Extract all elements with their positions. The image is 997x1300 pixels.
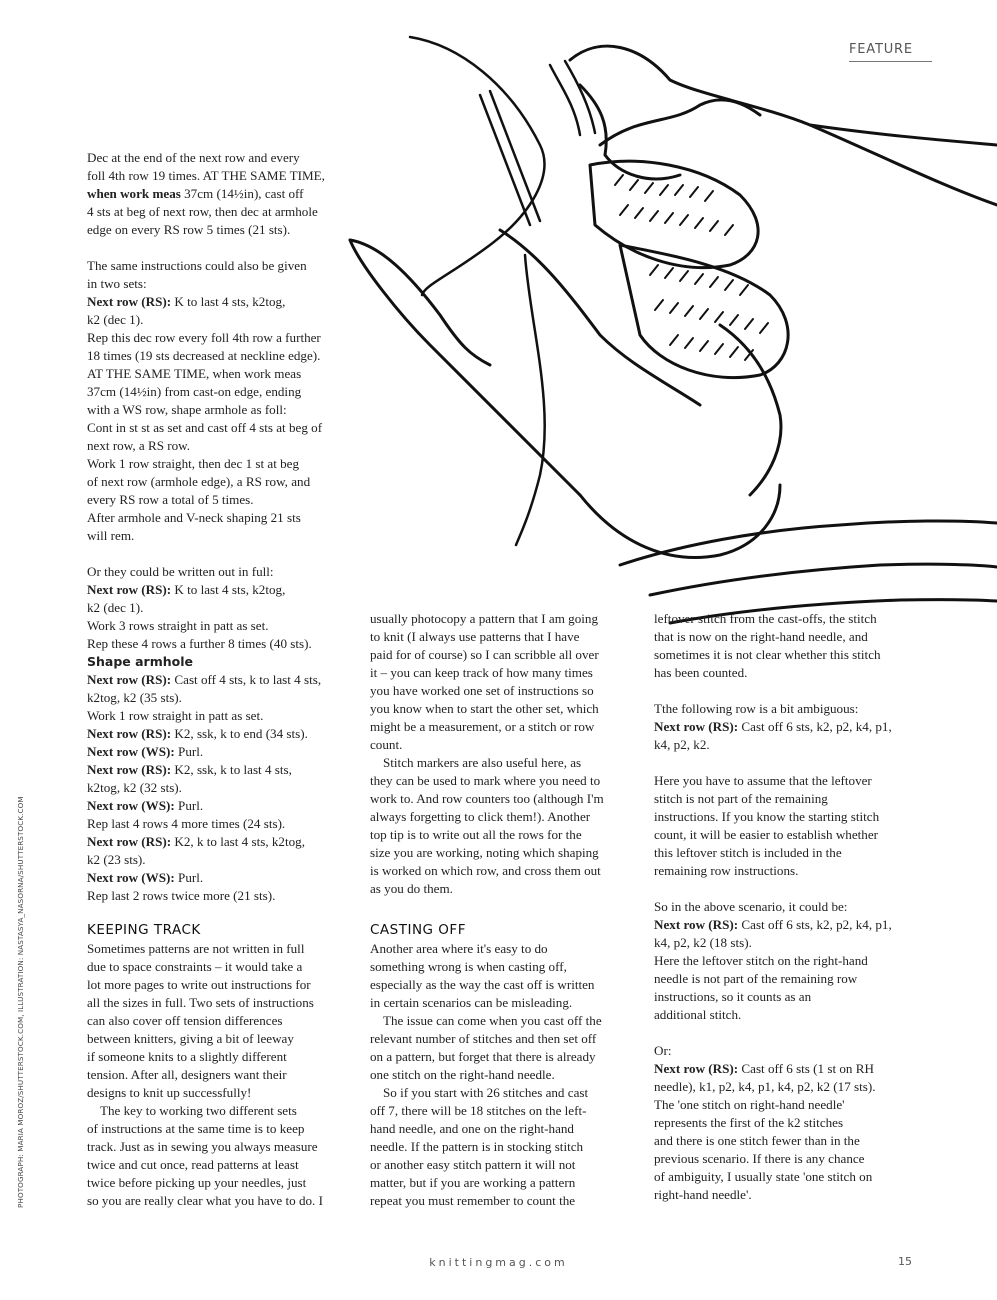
- text-line: [87, 635, 349, 653]
- instruction-label: Next row (RS):: [87, 726, 172, 741]
- line-text: is worked on which row, and cross them out: [370, 863, 601, 878]
- text-line: [370, 844, 632, 862]
- line-text: Cast off 4 sts, k to last 4 sts,: [171, 672, 322, 687]
- line-text: k4, p2, k2.: [654, 737, 710, 752]
- line-text: The 'one stitch on right-hand needle': [654, 1097, 845, 1112]
- text-line: [654, 1150, 916, 1168]
- text-line: [370, 1066, 632, 1084]
- text-line: [654, 718, 916, 736]
- line-text: K to last 4 sts, k2tog,: [171, 582, 286, 597]
- section-heading-casting-off: CASTING OFF: [370, 922, 466, 938]
- line-text: Cast off 6 sts, k2, p2, k4, p1,: [738, 719, 892, 734]
- line-text: Or they could be written out in full:: [87, 564, 274, 579]
- line-text: between knitters, giving a bit of leeway: [87, 1031, 294, 1046]
- text-line: [370, 1192, 632, 1210]
- line-text: and there is one stitch fewer than in the: [654, 1133, 860, 1148]
- line-text: Cont in st st as set and cast off 4 sts at beg of: [87, 420, 323, 435]
- line-text: tension. After all, designers want their: [87, 1067, 287, 1082]
- line-text: Stitch markers are also useful here, as: [383, 755, 582, 770]
- line-text: Dec at the end of the next row and every: [87, 150, 300, 165]
- instruction-label: Next row (RS):: [654, 917, 739, 932]
- line-text: Purl.: [174, 870, 204, 885]
- text-line: [654, 898, 916, 916]
- text-line: [87, 869, 349, 887]
- text-line: [87, 599, 349, 617]
- page-number: 15: [898, 1255, 912, 1268]
- line-text: Cast off 6 sts (1 st on RH: [738, 1061, 874, 1076]
- text-line: [370, 1102, 632, 1120]
- text-line: [654, 808, 916, 826]
- text-line: [87, 203, 349, 221]
- line-text: Rep last 2 rows twice more (21 sts).: [87, 888, 276, 903]
- instruction-label: Next row (WS):: [87, 870, 175, 885]
- line-text: hand needle, and one on the right-hand: [370, 1121, 574, 1136]
- text-line: [87, 1084, 349, 1102]
- casting-off-body: [370, 940, 632, 1210]
- line-text: So in the above scenario, it could be:: [654, 899, 848, 914]
- hands-knitting-illustration: [340, 25, 997, 625]
- left-column: [87, 149, 349, 905]
- section-heading-keeping-track: KEEPING TRACK: [87, 922, 201, 938]
- instruction-label: Next row (RS):: [654, 719, 739, 734]
- line-text: all the sizes in full. Two sets of instructions: [87, 995, 314, 1010]
- text-line: [87, 653, 349, 671]
- line-text: this leftover stitch is included in the: [654, 845, 842, 860]
- line-text: especially as the way the cast off is written: [370, 977, 595, 992]
- line-text: The issue can come when you cast off the: [383, 1013, 602, 1028]
- section-label: FEATURE: [849, 42, 932, 62]
- text-line: [87, 761, 349, 779]
- text-line: [654, 916, 916, 934]
- line-text: twice before picking up your needles, just: [87, 1175, 307, 1190]
- text-line: [87, 401, 349, 419]
- text-line: [654, 664, 916, 682]
- line-text: AT THE SAME TIME, when work meas: [87, 366, 302, 381]
- text-line: [654, 700, 916, 718]
- line-text: lot more pages to write out instructions for: [87, 977, 311, 992]
- line-text: Purl.: [174, 744, 204, 759]
- line-text: size you are working, noting which shaping: [370, 845, 599, 860]
- line-text: next row, a RS row.: [87, 438, 191, 453]
- line-text: every RS row a total of 5 times.: [87, 492, 254, 507]
- text-line: [654, 646, 916, 664]
- text-line: [370, 772, 632, 790]
- line-text: Rep last 4 rows 4 more times (24 sts).: [87, 816, 286, 831]
- line-text: After armhole and V-neck shaping 21 sts: [87, 510, 301, 525]
- line-text: right-hand needle'.: [654, 1187, 752, 1202]
- line-text: or another easy stitch pattern it will not: [370, 1157, 576, 1172]
- text-line: [87, 671, 349, 689]
- text-line: [87, 455, 349, 473]
- text-line: [87, 167, 349, 185]
- line-text: you have worked one set of instructions so: [370, 683, 594, 698]
- footer-url: knittingmag.com: [429, 1256, 568, 1269]
- line-text: Work 1 row straight, then dec 1 st at beg: [87, 456, 300, 471]
- line-text: foll 4th row 19 times. AT THE SAME TIME,: [87, 168, 325, 183]
- right-column: [654, 610, 916, 1204]
- text-line: [370, 976, 632, 994]
- instruction-label: Next row (RS):: [87, 762, 172, 777]
- text-line: [87, 725, 349, 743]
- line-text: instructions, so it counts as an: [654, 989, 812, 1004]
- middle-column: [370, 610, 632, 898]
- line-text: Rep these 4 rows a further 8 times (40 sts).: [87, 636, 312, 651]
- text-line: [87, 958, 349, 976]
- line-text: designs to knit up successfully!: [87, 1085, 252, 1100]
- line-text: 37cm (14½in) from cast-on edge, ending: [87, 384, 302, 399]
- line-text: if someone knits to a slightly different: [87, 1049, 287, 1064]
- text-line: [654, 844, 916, 862]
- text-line: [370, 1012, 632, 1030]
- text-line: [654, 610, 916, 628]
- text-line: [87, 563, 349, 581]
- line-text: Tthe following row is a bit ambiguous:: [654, 701, 859, 716]
- instruction-label: Next row (RS):: [654, 1061, 739, 1076]
- line-text: of instructions at the same time is to keep: [87, 1121, 305, 1136]
- text-line: [87, 1174, 349, 1192]
- line-text: represents the first of the k2 stitches: [654, 1115, 844, 1130]
- text-line: [87, 1012, 349, 1030]
- line-text: remaining row instructions.: [654, 863, 799, 878]
- line-text: k2tog, k2 (35 sts).: [87, 690, 182, 705]
- text-line: [370, 754, 632, 772]
- line-text: so you are really clear what you have to do. I: [87, 1193, 323, 1208]
- text-line: [87, 419, 349, 437]
- line-text: Another area where it's easy to do: [370, 941, 548, 956]
- text-line: [87, 329, 349, 347]
- text-line: [370, 1174, 632, 1192]
- line-text: top tip is to write out all the rows for the: [370, 827, 582, 842]
- line-text: K2, ssk, k to last 4 sts,: [171, 762, 292, 777]
- line-text: edge on every RS row 5 times (21 sts).: [87, 222, 291, 237]
- subheading: Shape armhole: [87, 654, 193, 669]
- text-line: [654, 1078, 916, 1096]
- line-text: 37cm (14½in), cast off: [180, 186, 304, 201]
- line-text: on a pattern, but forget that there is already: [370, 1049, 596, 1064]
- line-text: The same instructions could also be given: [87, 258, 307, 273]
- instruction-label: Next row (WS):: [87, 798, 175, 813]
- text-line: [87, 1102, 349, 1120]
- text-line: [370, 718, 632, 736]
- text-line: [87, 275, 349, 293]
- text-line: [370, 1120, 632, 1138]
- text-line: [87, 707, 349, 725]
- line-text: Here the leftover stitch on the right-hand: [654, 953, 868, 968]
- text-line: [654, 1114, 916, 1132]
- line-text: k2tog, k2 (32 sts).: [87, 780, 182, 795]
- line-text: K2, k to last 4 sts, k2tog,: [171, 834, 305, 849]
- line-text: twice and cut once, read patterns at least: [87, 1157, 299, 1172]
- line-text: previous scenario. If there is any chance: [654, 1151, 865, 1166]
- text-line: [87, 221, 349, 239]
- line-text: matter, but if you are working a pattern: [370, 1175, 576, 1190]
- line-text: to knit (I always use patterns that I have: [370, 629, 580, 644]
- line-text: k2 (23 sts).: [87, 852, 146, 867]
- instruction-label: Next row (RS):: [87, 672, 172, 687]
- text-line: [87, 940, 349, 958]
- line-text: count, it will be easier to establish whether: [654, 827, 878, 842]
- text-line: [87, 1030, 349, 1048]
- line-text: additional stitch.: [654, 1007, 742, 1022]
- text-line: [654, 1132, 916, 1150]
- instruction-label: Next row (RS):: [87, 834, 172, 849]
- text-line: [87, 149, 349, 167]
- text-line: [654, 1168, 916, 1186]
- paragraph-gap: [654, 1024, 916, 1042]
- line-text: k2 (dec 1).: [87, 600, 144, 615]
- line-text: k2 (dec 1).: [87, 312, 144, 327]
- text-line: [87, 994, 349, 1012]
- text-line: [654, 826, 916, 844]
- line-text: track. Just as in sewing you always measure: [87, 1139, 318, 1154]
- text-line: [370, 1084, 632, 1102]
- text-line: [654, 1096, 916, 1114]
- text-line: [370, 664, 632, 682]
- text-line: [87, 779, 349, 797]
- line-text: with a WS row, shape armhole as foll:: [87, 402, 287, 417]
- text-line: [370, 790, 632, 808]
- text-line: [370, 958, 632, 976]
- line-text: in certain scenarios can be misleading.: [370, 995, 573, 1010]
- text-line: [654, 1186, 916, 1204]
- text-line: [370, 1048, 632, 1066]
- text-line: [370, 1138, 632, 1156]
- line-text: of ambiguity, I usually state 'one stitch on: [654, 1169, 873, 1184]
- paragraph-gap: [87, 545, 349, 563]
- paragraph-gap: [87, 239, 349, 257]
- line-text: Or:: [654, 1043, 672, 1058]
- instruction-label: Next row (RS):: [87, 582, 172, 597]
- paragraph-gap: [654, 682, 916, 700]
- text-line: [87, 257, 349, 275]
- paragraph-gap: [654, 754, 916, 772]
- paragraph-gap: [654, 880, 916, 898]
- line-text: k4, p2, k2 (18 sts).: [654, 935, 752, 950]
- text-line: [87, 887, 349, 905]
- line-text: 18 times (19 sts decreased at neckline edge).: [87, 348, 321, 363]
- text-line: [370, 736, 632, 754]
- text-line: [87, 689, 349, 707]
- line-text: might be a measurement, or a stitch or row: [370, 719, 595, 734]
- text-line: [87, 437, 349, 455]
- text-line: [87, 509, 349, 527]
- text-line: [654, 1060, 916, 1078]
- text-line: [87, 743, 349, 761]
- line-text: as you do them.: [370, 881, 453, 896]
- text-line: [370, 826, 632, 844]
- text-line: [87, 1156, 349, 1174]
- line-text: count.: [370, 737, 403, 752]
- line-text: can also cover off tension differences: [87, 1013, 283, 1028]
- line-text: off 7, there will be 18 stitches on the left-: [370, 1103, 587, 1118]
- text-line: [87, 617, 349, 635]
- line-text: relevant number of stitches and then set off: [370, 1031, 597, 1046]
- text-line: [654, 772, 916, 790]
- text-line: [87, 1138, 349, 1156]
- text-line: [654, 736, 916, 754]
- line-text: Here you have to assume that the leftover: [654, 773, 872, 788]
- line-text: usually photocopy a pattern that I am going: [370, 611, 598, 626]
- line-text: K2, ssk, k to end (34 sts).: [171, 726, 308, 741]
- text-line: [370, 646, 632, 664]
- instruction-label: Next row (RS):: [87, 294, 172, 309]
- text-line: [87, 365, 349, 383]
- line-text: something wrong is when casting off,: [370, 959, 567, 974]
- line-text: repeat you must remember to count the: [370, 1193, 576, 1208]
- text-line: [87, 1048, 349, 1066]
- text-line: [87, 347, 349, 365]
- photo-credit: PHOTOGRAPH: MARIA MOROZ/SHUTTERSTOCK.COM, ILLUSTRATION: NASTASYA_NASORNA/SHUTTERSTOCK.COM: [16, 796, 25, 1208]
- text-line: [87, 797, 349, 815]
- text-line: [370, 610, 632, 628]
- line-text: they can be used to mark where you need to: [370, 773, 601, 788]
- line-text: always forgetting to click them!). Another: [370, 809, 591, 824]
- line-text: needle is not part of the remaining row: [654, 971, 858, 986]
- instruction-label: Next row (WS):: [87, 744, 175, 759]
- text-line: [654, 628, 916, 646]
- line-text: Work 3 rows straight in patt as set.: [87, 618, 269, 633]
- keeping-track-section: [87, 920, 349, 1210]
- line-text: paid for of course) so I can scribble all over: [370, 647, 599, 662]
- text-line: [87, 293, 349, 311]
- line-text: sometimes it is not clear whether this stitch: [654, 647, 881, 662]
- line-text: will rem.: [87, 528, 135, 543]
- text-line: [654, 970, 916, 988]
- line-text: leftover stitch from the cast-offs, the stitch: [654, 611, 877, 626]
- text-line: [370, 994, 632, 1012]
- text-line: [654, 1042, 916, 1060]
- line-text: in two sets:: [87, 276, 147, 291]
- line-text: So if you start with 26 stitches and cast: [383, 1085, 589, 1100]
- text-line: [87, 976, 349, 994]
- text-line: [87, 581, 349, 599]
- text-line: [87, 1120, 349, 1138]
- text-line: [370, 880, 632, 898]
- line-text: Rep this dec row every foll 4th row a further: [87, 330, 321, 345]
- line-text: that is now on the right-hand needle, and: [654, 629, 868, 644]
- text-line: [87, 383, 349, 401]
- instruction-label: when work meas: [87, 186, 181, 201]
- text-line: [87, 1066, 349, 1084]
- text-line: [87, 815, 349, 833]
- text-line: [87, 185, 349, 203]
- keeping-track-body: [87, 940, 349, 1210]
- line-text: stitch is not part of the remaining: [654, 791, 828, 806]
- line-text: you know when to start the other set, which: [370, 701, 599, 716]
- text-line: [370, 1156, 632, 1174]
- line-text: of next row (armhole edge), a RS row, and: [87, 474, 311, 489]
- text-line: [654, 988, 916, 1006]
- text-line: [654, 952, 916, 970]
- text-line: [370, 940, 632, 958]
- line-text: 4 sts at beg of next row, then dec at armhole: [87, 204, 318, 219]
- text-line: [370, 1030, 632, 1048]
- line-text: Sometimes patterns are not written in full: [87, 941, 305, 956]
- text-line: [87, 311, 349, 329]
- text-line: [370, 700, 632, 718]
- line-text: The key to working two different sets: [100, 1103, 297, 1118]
- line-text: Work 1 row straight in patt as set.: [87, 708, 264, 723]
- text-line: [370, 862, 632, 880]
- casting-off-section: [370, 920, 632, 1210]
- line-text: K to last 4 sts, k2tog,: [171, 294, 286, 309]
- text-line: [370, 808, 632, 826]
- text-line: [87, 491, 349, 509]
- text-line: [87, 473, 349, 491]
- text-line: [654, 790, 916, 808]
- line-text: needle. If the pattern is in stocking stitch: [370, 1139, 584, 1154]
- line-text: has been counted.: [654, 665, 748, 680]
- text-line: [654, 1006, 916, 1024]
- line-text: work to. And row counters too (although I'm: [370, 791, 604, 806]
- text-line: [87, 527, 349, 545]
- text-line: [654, 862, 916, 880]
- text-line: [370, 628, 632, 646]
- line-text: it – you can keep track of how many times: [370, 665, 593, 680]
- line-text: instructions. If you know the starting stitch: [654, 809, 880, 824]
- text-line: [87, 851, 349, 869]
- line-text: due to space constraints – it would take a: [87, 959, 303, 974]
- text-line: [87, 833, 349, 851]
- text-line: [370, 682, 632, 700]
- line-text: one stitch on the right-hand needle.: [370, 1067, 555, 1082]
- text-line: [87, 1192, 349, 1210]
- text-line: [654, 934, 916, 952]
- line-text: needle), k1, p2, k4, p1, k4, p2, k2 (17 sts).: [654, 1079, 876, 1094]
- line-text: Cast off 6 sts, k2, p2, k4, p1,: [738, 917, 892, 932]
- line-text: Purl.: [174, 798, 204, 813]
